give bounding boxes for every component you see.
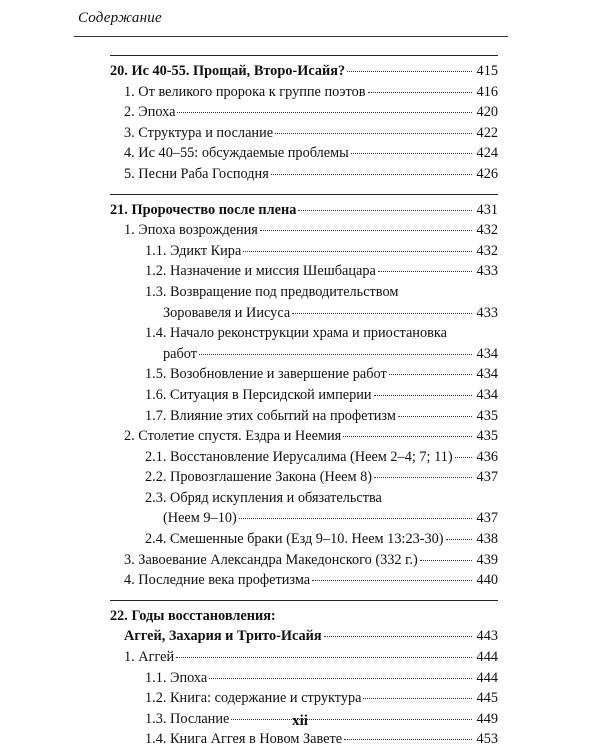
toc-page-number: 444 bbox=[476, 649, 498, 666]
toc-entry-title: 5. Песни Раба Господня bbox=[124, 165, 269, 182]
toc-section[interactable] bbox=[110, 82, 498, 103]
toc-entry-title: Зоровавеля и Иисуса bbox=[163, 304, 291, 321]
dot-leader bbox=[398, 416, 472, 417]
toc-page-number: 433 bbox=[476, 263, 498, 280]
dot-leader bbox=[347, 71, 472, 72]
toc-entry-title: 4. Ис 40–55: обсуждаемые проблемы bbox=[124, 145, 349, 162]
toc-page-number: 443 bbox=[476, 628, 498, 645]
header-rule bbox=[74, 36, 508, 37]
toc-entry-title: 4. Последние века профетизма bbox=[124, 572, 311, 589]
toc-subsection[interactable] bbox=[110, 323, 498, 364]
toc-page-number: 437 bbox=[476, 469, 498, 486]
dot-leader bbox=[420, 560, 472, 561]
toc-entry-title: 3. Завоевание Александра Македонского (332 г.) bbox=[124, 551, 418, 568]
toc-subsection[interactable] bbox=[110, 668, 498, 689]
toc-entry-title: 1.2. Назначение и миссия Шешбацара bbox=[145, 263, 376, 280]
toc-page-number: 434 bbox=[476, 386, 498, 403]
toc-page-number: 431 bbox=[476, 201, 498, 218]
toc-subsection[interactable] bbox=[110, 529, 498, 550]
toc-chapter-heading[interactable] bbox=[110, 61, 498, 82]
toc-entry-title: 2.1. Восстановление Иерусалима (Неем 2–4; 7; 11) bbox=[145, 448, 453, 465]
toc-chapter bbox=[110, 194, 498, 591]
toc-subsection[interactable] bbox=[110, 385, 498, 406]
toc-section[interactable] bbox=[110, 570, 498, 591]
dot-leader bbox=[298, 210, 472, 211]
toc-page-number: 437 bbox=[476, 510, 498, 527]
toc-page-number: 453 bbox=[476, 731, 498, 748]
toc-subsection[interactable] bbox=[110, 729, 498, 750]
toc-page-number: 432 bbox=[476, 222, 498, 239]
page-number: xii bbox=[292, 713, 308, 729]
toc-entry-title: 1.3. Возвращение под предводительством bbox=[145, 283, 399, 300]
dot-leader bbox=[275, 133, 472, 134]
toc-entry-title: 3. Структура и послание bbox=[124, 124, 274, 141]
toc-subsection[interactable] bbox=[110, 488, 498, 529]
toc-subsection[interactable] bbox=[110, 261, 498, 282]
dot-leader bbox=[260, 230, 472, 231]
toc-entry-title: (Неем 9–10) bbox=[163, 510, 237, 527]
toc-subsection[interactable] bbox=[110, 364, 498, 385]
toc-entry-title: 1. Эпоха возрождения bbox=[124, 222, 258, 239]
dot-leader bbox=[389, 374, 472, 375]
toc-entry-title: 1. От великого пророка к группе поэтов bbox=[124, 83, 366, 100]
toc-subsection[interactable] bbox=[110, 467, 498, 488]
toc-page-number: 435 bbox=[476, 407, 498, 424]
toc-entry-title: 2. Столетие спустя. Ездра и Неемия bbox=[124, 428, 342, 445]
toc-section[interactable] bbox=[110, 220, 498, 241]
toc-entry-title: 21. Пророчество после плена bbox=[110, 201, 297, 218]
toc-subsection[interactable] bbox=[110, 406, 498, 427]
dot-leader bbox=[177, 112, 472, 113]
dot-leader bbox=[368, 92, 472, 93]
toc-section[interactable] bbox=[110, 647, 498, 668]
toc-entry-title: 1.1. Эдикт Кира bbox=[145, 242, 242, 259]
toc-entry-title: 1.3. Послание bbox=[145, 710, 230, 727]
toc-subsection[interactable] bbox=[110, 241, 498, 262]
toc-page-number: 436 bbox=[476, 448, 498, 465]
dot-leader bbox=[209, 678, 472, 679]
dot-leader bbox=[239, 518, 472, 519]
toc-page-number: 420 bbox=[476, 104, 498, 121]
toc-entry-title: 1.7. Влияние этих событий на профетизм bbox=[145, 407, 396, 424]
toc-chapter-heading[interactable] bbox=[110, 200, 498, 221]
toc-subsection[interactable] bbox=[110, 447, 498, 468]
toc-page-number: 435 bbox=[476, 428, 498, 445]
dot-leader bbox=[378, 271, 472, 272]
toc-page-number: 439 bbox=[476, 551, 498, 568]
dot-leader bbox=[292, 313, 472, 314]
dot-leader bbox=[344, 739, 472, 740]
toc-entry-title: 2. Эпоха bbox=[124, 104, 176, 121]
dot-leader bbox=[312, 580, 472, 581]
toc-page-number: 444 bbox=[476, 669, 498, 686]
toc-page-number: 438 bbox=[476, 531, 498, 548]
dot-leader bbox=[351, 153, 472, 154]
dot-leader bbox=[374, 477, 472, 478]
toc-chapter bbox=[110, 55, 498, 185]
toc-subsection[interactable] bbox=[110, 282, 498, 323]
toc-chapter-heading[interactable] bbox=[110, 606, 498, 647]
dot-leader bbox=[455, 457, 472, 458]
toc-page-number: 424 bbox=[476, 145, 498, 162]
toc-entry-title: работ bbox=[163, 345, 197, 362]
toc-page-number: 434 bbox=[476, 345, 498, 362]
dot-leader bbox=[374, 395, 472, 396]
toc-page-number: 416 bbox=[476, 83, 498, 100]
toc-section[interactable] bbox=[110, 164, 498, 185]
toc-entry-title: 2.4. Смешенные браки (Езд 9–10. Неем 13:23-30) bbox=[145, 531, 444, 548]
dot-leader bbox=[324, 636, 472, 637]
toc-entry-title: 2.2. Провозглашение Закона (Неем 8) bbox=[145, 469, 373, 486]
dot-leader bbox=[271, 174, 472, 175]
running-title: Содержание bbox=[78, 10, 162, 26]
toc-page-number: 434 bbox=[476, 366, 498, 383]
toc-entry-title: 1.2. Книга: содержание и структура bbox=[145, 690, 362, 707]
toc-entry-title: 1.1. Эпоха bbox=[145, 669, 208, 686]
toc-subsection[interactable] bbox=[110, 688, 498, 709]
toc-section[interactable] bbox=[110, 123, 498, 144]
dot-leader bbox=[363, 698, 472, 699]
dot-leader bbox=[176, 657, 472, 658]
dot-leader bbox=[446, 539, 472, 540]
dot-leader bbox=[343, 436, 472, 437]
toc-page-number: 445 bbox=[476, 690, 498, 707]
toc-page-number: 422 bbox=[476, 124, 498, 141]
toc-entry-title: 1.5. Возобновление и завершение работ bbox=[145, 366, 387, 383]
toc-entry-title: 20. Ис 40-55. Прощай, Второ-Исайя? bbox=[110, 63, 346, 79]
toc-entry-title: 1.4. Начало реконструкции храма и приостановка bbox=[145, 325, 447, 342]
toc-entry-title: 22. Годы восстановления: bbox=[110, 607, 276, 624]
table-of-contents bbox=[110, 55, 498, 750]
toc-section[interactable] bbox=[110, 426, 498, 447]
toc-page-number: 415 bbox=[476, 63, 498, 79]
dot-leader bbox=[243, 251, 472, 252]
toc-page-number: 449 bbox=[476, 710, 498, 727]
toc-section[interactable] bbox=[110, 143, 498, 164]
toc-entry-title: Аггей, Захария и Трито-Исайя bbox=[124, 628, 322, 645]
toc-entry-title: 1.6. Ситуация в Персидской империи bbox=[145, 386, 372, 403]
toc-section[interactable] bbox=[110, 550, 498, 571]
dot-leader bbox=[199, 354, 472, 355]
toc-page-number: 440 bbox=[476, 572, 498, 589]
toc-entry-title: 1. Аггей bbox=[124, 649, 175, 666]
toc-entry-title: 2.3. Обряд искупления и обязательства bbox=[145, 489, 382, 506]
toc-page-number: 433 bbox=[476, 304, 498, 321]
toc-page-number: 432 bbox=[476, 242, 498, 259]
toc-entry-title: 1.4. Книга Аггея в Новом Завете bbox=[145, 731, 343, 748]
toc-section[interactable] bbox=[110, 102, 498, 123]
toc-page-number: 426 bbox=[476, 165, 498, 182]
